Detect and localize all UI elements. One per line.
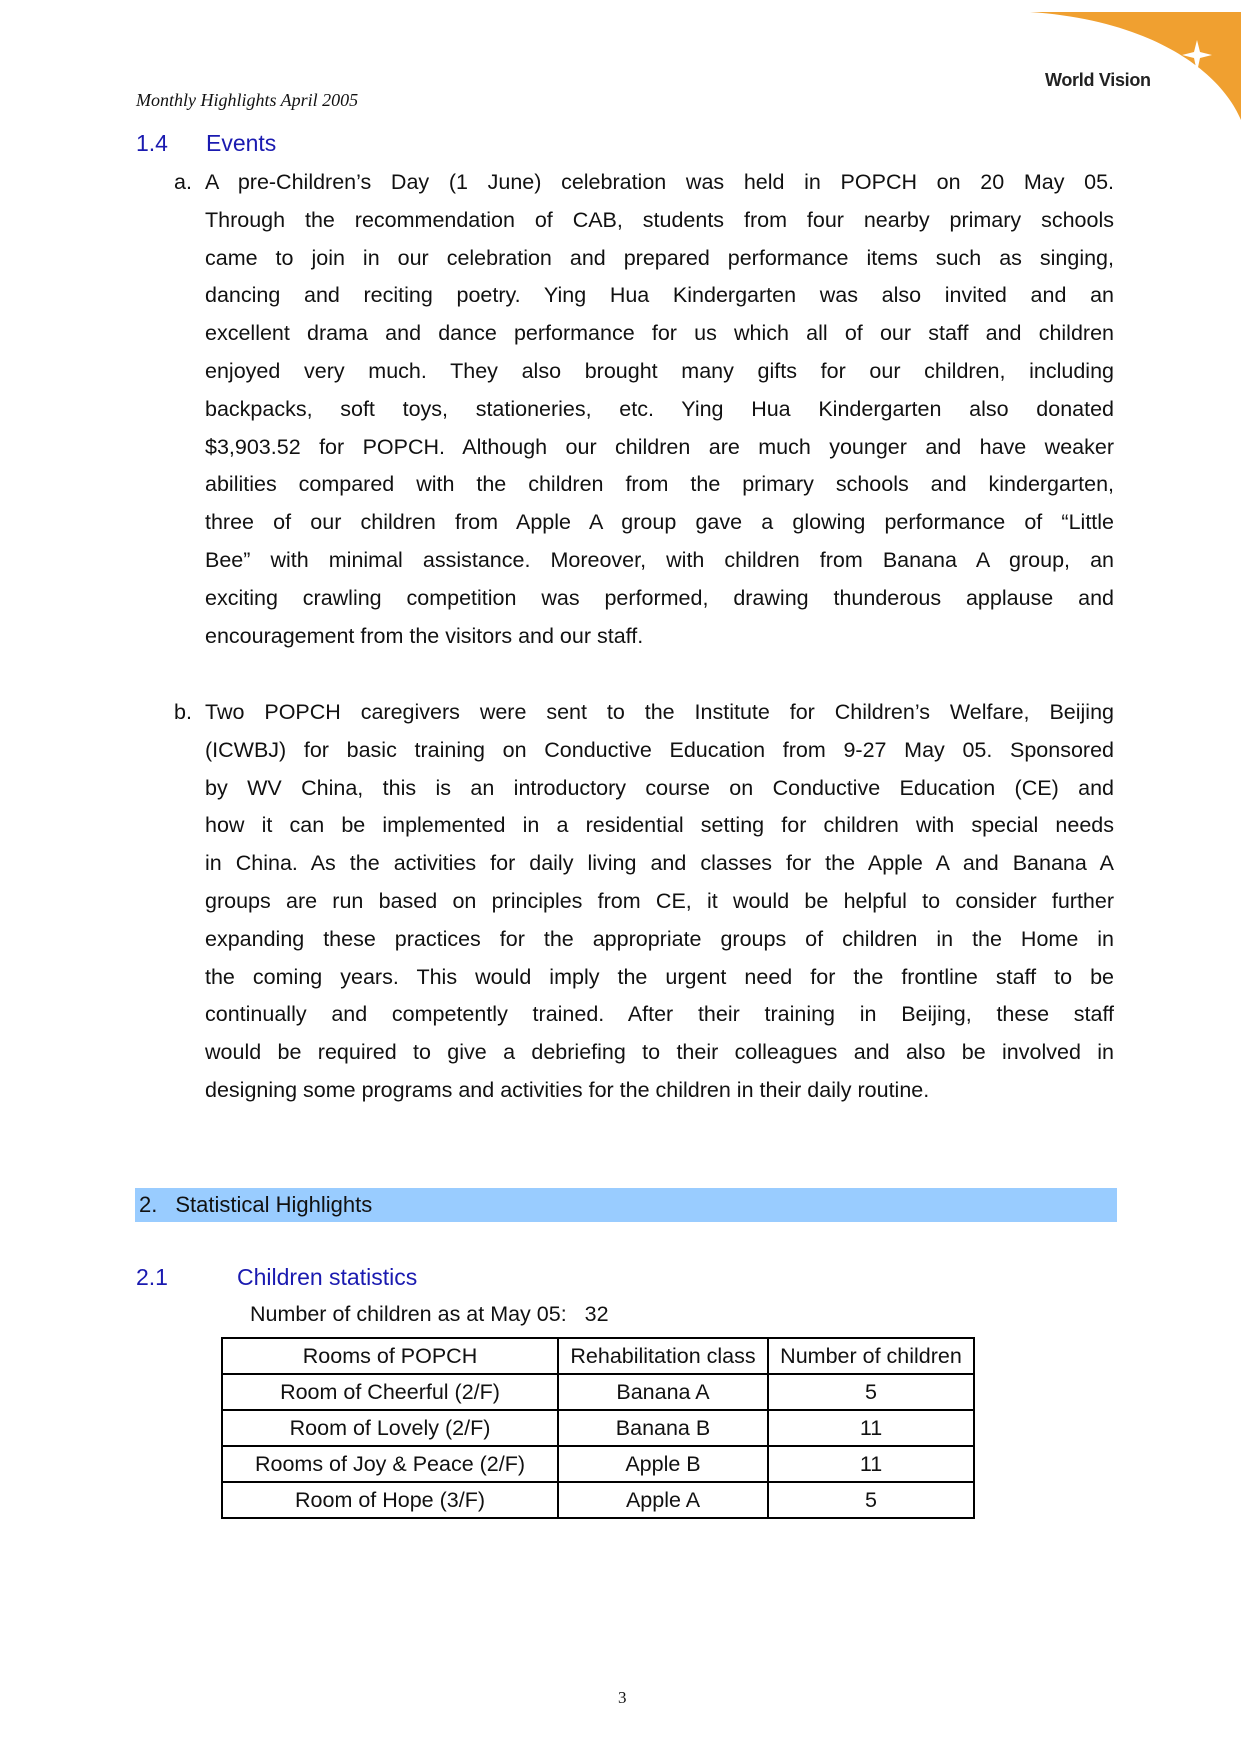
paragraph-line: the coming years. This would imply the urgent need for the frontline staff to be: [205, 964, 1114, 989]
table-cell: 11: [768, 1446, 974, 1482]
list-marker: a.: [174, 170, 192, 194]
paragraph-line: designing some programs and activities for the children in their daily routine.: [205, 1077, 930, 1102]
world-vision-logo: [1030, 10, 1241, 120]
column-header: Rooms of POPCH: [222, 1338, 558, 1374]
paragraph-line: backpacks, soft toys, stationeries, etc. Ying Hua Kindergarten also donated: [205, 396, 1114, 421]
paragraph-line: abilities compared with the children from the primary schools and kindergarten,: [205, 472, 1114, 497]
table-cell: Banana B: [558, 1410, 768, 1446]
paragraph-line: exciting crawling competition was performed, drawing thunderous applause and: [205, 585, 1114, 610]
paragraph-a: [174, 164, 1114, 655]
paragraph-line: A pre-Children’s Day (1 June) celebration was held in POPCH on 20 May 05.: [205, 170, 1114, 194]
section-heading-children-statistics: [136, 1264, 418, 1291]
section-band-statistical-highlights: [135, 1188, 1117, 1222]
page-number: 3: [618, 1688, 627, 1707]
paragraph-line: Two POPCH caregivers were sent to the Institute for Children’s Welfare, Beijing: [205, 700, 1114, 724]
count-label: Number of children as at May 05:: [250, 1302, 567, 1326]
table-cell: Room of Hope (3/F): [222, 1482, 558, 1518]
table-row: [222, 1374, 974, 1410]
table-cell: Room of Cheerful (2/F): [222, 1374, 558, 1410]
paragraph-line: how it can be implemented in a residential setting for children with special needs: [205, 813, 1114, 838]
paragraph-line: $3,903.52 for POPCH. Although our children are much younger and have weaker: [205, 434, 1114, 459]
table-cell: Apple B: [558, 1446, 768, 1482]
table-cell: 5: [768, 1374, 974, 1410]
table-row: [222, 1446, 974, 1482]
section-number: 1.4: [136, 130, 168, 156]
column-header: Rehabilitation class: [558, 1338, 768, 1374]
paragraph-line: three of our children from Apple A group gave a glowing performance of “Little: [205, 510, 1114, 535]
section-title: Events: [205, 130, 277, 156]
running-title: Monthly Highlights April 2005: [136, 90, 359, 110]
table-header-row: [222, 1338, 974, 1374]
table-cell: Rooms of Joy & Peace (2/F): [222, 1446, 558, 1482]
paragraph-line: in China. As the activities for daily living and classes for the Apple A and Banana A: [205, 851, 1114, 876]
count-value: 32: [584, 1302, 609, 1326]
paragraph-line: expanding these practices for the appropriate groups of children in the Home in: [205, 926, 1114, 951]
section-heading-events: [136, 130, 276, 157]
paragraph-line: Through the recommendation of CAB, students from four nearby primary schools: [205, 207, 1114, 232]
section-number: 2.: [139, 1192, 158, 1217]
list-marker: b.: [174, 700, 192, 724]
paragraph-line: continually and competently trained. After their training in Beijing, these staff: [205, 1002, 1114, 1027]
table-cell: Apple A: [558, 1482, 768, 1518]
paragraph-line: would be required to give a debriefing to their colleagues and also be involved in: [205, 1040, 1114, 1065]
section-title: Statistical Highlights: [175, 1192, 373, 1217]
paragraph-line: excellent drama and dance performance for us which all of our staff and children: [205, 321, 1114, 346]
paragraph-line: Bee” with minimal assistance. Moreover, with children from Banana A group, an: [205, 547, 1114, 572]
paragraph-b: [174, 694, 1114, 1110]
table-cell: 5: [768, 1482, 974, 1518]
paragraph-line: groups are run based on principles from CE, it would be helpful to consider further: [205, 888, 1114, 913]
paragraph-line: encouragement from the visitors and our staff.: [205, 623, 644, 648]
section-title: Children statistics: [237, 1264, 418, 1290]
paragraph-line: by WV China, this is an introductory course on Conductive Education (CE) and: [205, 775, 1114, 800]
table-cell: Banana A: [558, 1374, 768, 1410]
table-cell: 11: [768, 1410, 974, 1446]
paragraph-line: enjoyed very much. They also brought many gifts for our children, including: [205, 358, 1114, 383]
table-cell: Room of Lovely (2/F): [222, 1410, 558, 1446]
children-count: [250, 1302, 609, 1327]
paragraph-line: dancing and reciting poetry. Ying Hua Kindergarten was also invited and an: [205, 283, 1114, 308]
logo-text: World Vision: [1045, 70, 1151, 90]
section-number: 2.1: [136, 1264, 168, 1290]
paragraph-line: (ICWBJ) for basic training on Conductive Education from 9-27 May 05. Sponsored: [205, 737, 1114, 762]
paragraph-line: came to join in our celebration and prepared performance items such as singing,: [205, 245, 1114, 270]
table-row: [222, 1482, 974, 1518]
children-statistics-table: [221, 1337, 975, 1519]
column-header: Number of children: [768, 1338, 974, 1374]
table-row: [222, 1410, 974, 1446]
